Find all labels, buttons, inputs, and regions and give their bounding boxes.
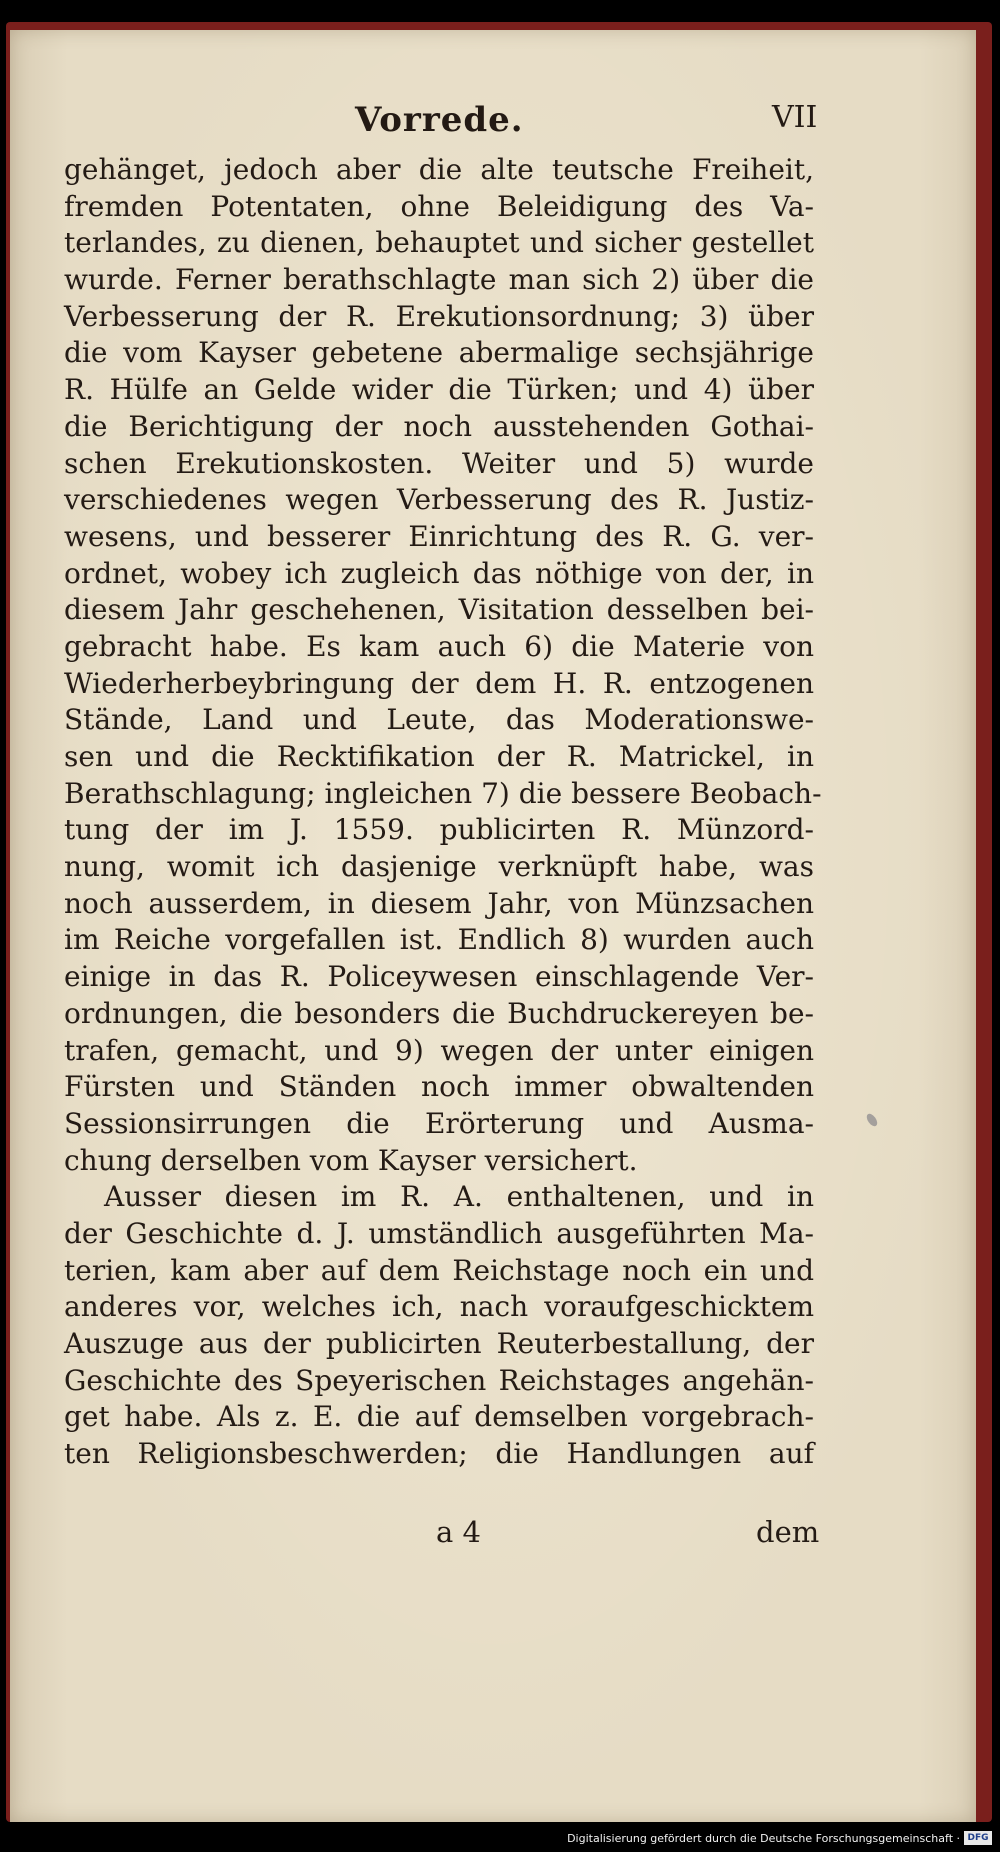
text-line: Berathschlagung; ingleichen 7) die bessere Beobach- xyxy=(64,776,822,810)
text-body xyxy=(64,152,822,1473)
text-line: Wiederherbeybringung der dem H. R. entzogenen xyxy=(64,666,814,700)
text-line: Verbesserung der R. Erekutionsordnung; 3) über xyxy=(64,299,814,333)
text-line: verschiedenes wegen Verbesserung des R. Justiz- xyxy=(64,483,814,517)
text-line: gehänget, jedoch aber die alte teutsche Freiheit, xyxy=(64,153,814,186)
text-line: ordnungen, die besonders die Buchdruckereyen be- xyxy=(64,996,814,1030)
text-line: schen Erekutionskosten. Weiter und 5) wurde xyxy=(64,446,814,480)
text-line: chung derselben vom Kayser versichert. xyxy=(64,1143,638,1177)
dfg-logo-icon: DFG xyxy=(964,1831,992,1845)
signature-mark: a 4 xyxy=(436,1515,481,1549)
text-line: ordnet, wobey ich zugleich das nöthige von der, in xyxy=(64,556,814,590)
digitization-footer xyxy=(0,1826,1000,1852)
page-header xyxy=(0,100,1000,140)
text-line: gebracht habe. Es kam auch 6) die Materie von xyxy=(64,629,814,663)
text-line: terien, kam aber auf dem Reichstage noch ein und xyxy=(64,1253,814,1287)
text-line: diesem Jahr geschehenen, Visitation desselben bei- xyxy=(64,593,814,627)
text-line: einige in das R. Policeywesen einschlagende Ver- xyxy=(64,960,814,994)
text-line: Auszuge aus der publicirten Reuterbestallung, der xyxy=(64,1327,814,1360)
text-line: tung der im J. 1559. publicirten R. Münzord- xyxy=(64,813,814,847)
catchword: dem xyxy=(756,1515,820,1549)
text-line: Sessionsirrungen die Erörterung und Ausma- xyxy=(64,1106,814,1140)
running-head: Vorrede. xyxy=(355,100,524,140)
text-line: R. Hülfe an Gelde wider die Türken; und 4) über xyxy=(64,373,814,407)
text-line: terlandes, zu dienen, behauptet und sicher gestellet xyxy=(64,226,814,260)
text-line: sen und die Recktifikation der R. Matrickel, in xyxy=(64,740,814,773)
text-line: Geschichte des Speyerischen Reichstages angehän- xyxy=(64,1363,814,1397)
text-line: noch ausserdem, in diesem Jahr, von Münzsachen xyxy=(64,886,814,920)
text-line: anderes vor, welches ich, nach voraufgeschicktem xyxy=(64,1290,814,1324)
text-line: im Reiche vorgefallen ist. Endlich 8) wurden auch xyxy=(64,923,814,957)
text-line: Fürsten und Ständen noch immer obwaltenden xyxy=(64,1070,814,1104)
text-line: trafen, gemacht, und 9) wegen der unter einigen xyxy=(64,1033,814,1067)
text-line: der Geschichte d. J. umständlich ausgeführten Ma- xyxy=(64,1216,814,1250)
text-line: Ausser diesen im R. A. enthaltenen, und in xyxy=(104,1180,814,1214)
text-line: wesens, und besserer Einrichtung des R. G. ver- xyxy=(64,519,814,553)
text-line: die vom Kayser gebetene abermalige sechsjährige xyxy=(64,336,814,370)
text-line: nung, womit ich dasjenige verknüpft habe, was xyxy=(64,850,814,884)
funding-credit: Digitalisierung gefördert durch die Deutsche Forschungsgemeinschaft · xyxy=(567,1832,960,1845)
text-line: Stände, Land und Leute, das Moderationswe- xyxy=(64,703,814,737)
text-line: die Berichtigung der noch ausstehenden Gothai- xyxy=(64,409,814,443)
text-line: fremden Potentaten, ohne Beleidigung des Va- xyxy=(64,189,814,223)
text-line: ten Religionsbeschwerden; die Handlungen auf xyxy=(64,1437,814,1471)
page-number: VII xyxy=(772,100,818,135)
text-line: wurde. Ferner berathschlagte man sich 2) über die xyxy=(64,263,814,297)
text-line: get habe. Als z. E. die auf demselben vorgebrach- xyxy=(64,1400,814,1434)
